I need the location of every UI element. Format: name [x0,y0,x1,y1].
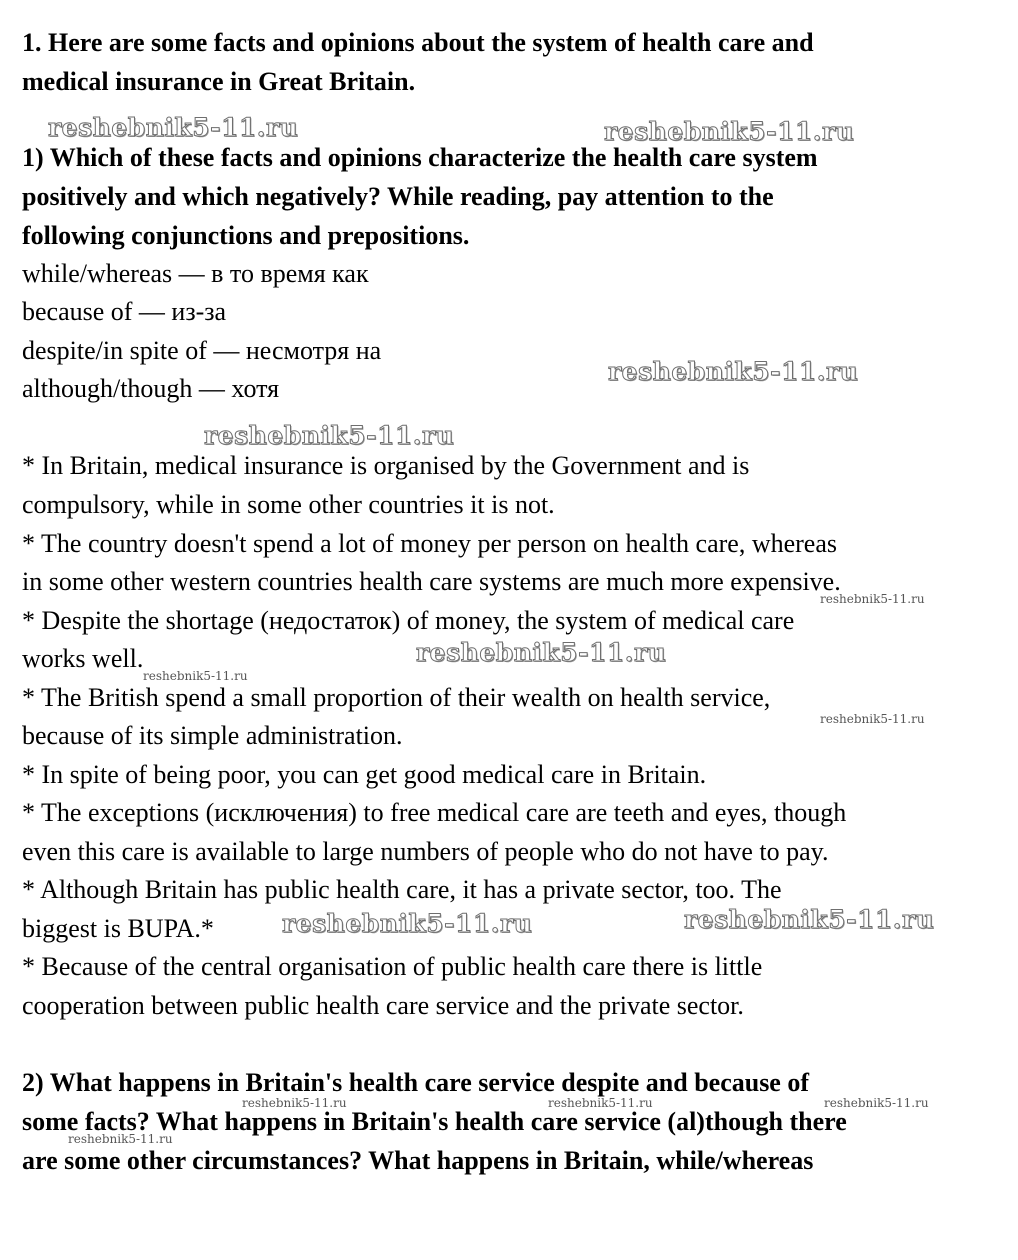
heading-line-2: medical insurance in Great Britain. [22,67,416,96]
watermark: reshebnik5-11.ru [820,712,925,726]
watermark: reshebnik5-11.ru [608,357,859,386]
vocab-line-1: while/whereas — в то время как [22,259,369,288]
watermark: reshebnik5-11.ru [416,638,667,667]
watermark: reshebnik5-11.ru [548,1096,653,1110]
watermark: reshebnik5-11.ru [684,905,935,934]
task1-line-2: positively and which negatively? While reading, pay attention to the [22,182,774,211]
fact-line-14: * Because of the central organisation of public health care there is little [22,952,763,981]
task1-line-1: 1) Which of these facts and opinions characterize the health care system [22,143,818,172]
fact-line-8: because of its simple administration. [22,721,403,750]
fact-line-9: * In spite of being poor, you can get good medical care in Britain. [22,760,707,789]
fact-line-3: * The country doesn't spend a lot of money per person on health care, whereas [22,529,838,558]
fact-line-1: * In Britain, medical insurance is organised by the Government and is [22,451,750,480]
fact-line-10: * The exceptions (исключения) to free medical care are teeth and eyes, though [22,798,847,827]
task1-line-3: following conjunctions and prepositions. [22,221,470,250]
fact-line-5: * Despite the shortage (недостаток) of money, the system of medical care [22,606,795,635]
watermark: reshebnik5-11.ru [143,669,248,683]
watermark: reshebnik5-11.ru [242,1096,347,1110]
heading-line-1: 1. Here are some facts and opinions about the system of health care and [22,28,814,57]
fact-line-4: in some other western countries health care systems are much more expensive. [22,567,841,596]
fact-line-2: compulsory, while in some other countries it is not. [22,490,555,519]
watermark: reshebnik5-11.ru [824,1096,929,1110]
task2-line-1: 2) What happens in Britain's health care service despite and because of [22,1068,810,1097]
watermark: reshebnik5-11.ru [204,421,455,450]
vocab-line-4: although/though — хотя [22,374,280,403]
task2-line-3: are some other circumstances? What happens in Britain, while/whereas [22,1146,814,1175]
watermark: reshebnik5-11.ru [68,1132,173,1146]
task2-line-2: some facts? What happens in Britain's health care service (al)though there [22,1107,847,1136]
watermark: reshebnik5-11.ru [820,592,925,606]
vocab-line-2: because of — из-за [22,297,227,326]
fact-line-13: biggest is BUPA.* [22,914,214,943]
fact-line-7: * The British spend a small proportion of their wealth on health service, [22,683,771,712]
watermark: reshebnik5-11.ru [604,117,855,146]
fact-line-12: * Although Britain has public health care, it has a private sector, too. The [22,875,782,904]
fact-line-11: even this care is available to large numbers of people who do not have to pay. [22,837,829,866]
fact-line-6: works well. [22,644,144,673]
watermark: reshebnik5-11.ru [282,909,533,938]
fact-line-15: cooperation between public health care service and the private sector. [22,991,744,1020]
watermark: reshebnik5-11.ru [48,113,299,142]
vocab-line-3: despite/in spite of — несмотря на [22,336,382,365]
